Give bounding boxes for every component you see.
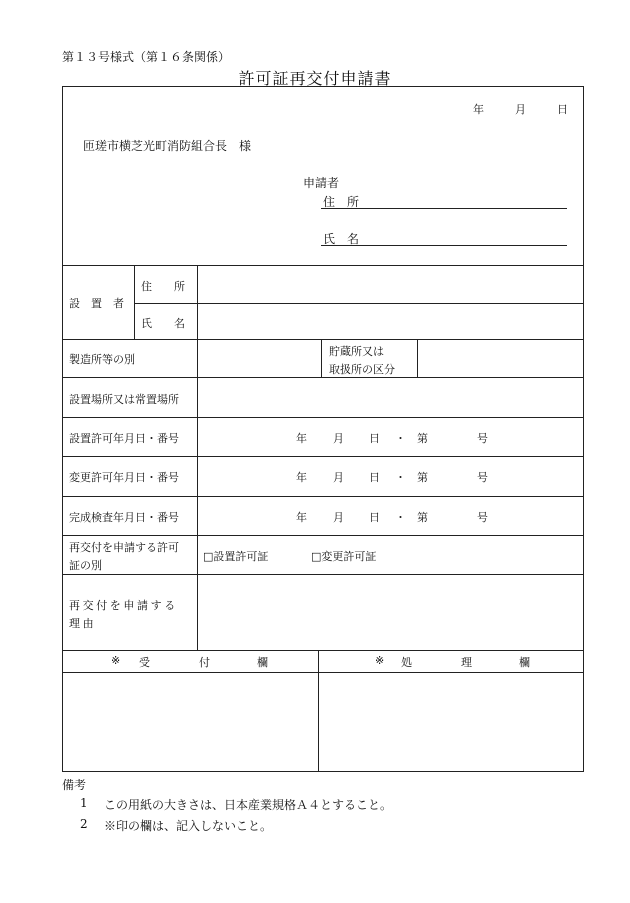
installer-name-label: 氏 名 [141, 317, 185, 330]
row-divider [63, 339, 583, 340]
row-divider [63, 535, 583, 536]
inspection-day: 日 [369, 511, 380, 524]
processing-char-2: 理 [461, 656, 472, 669]
facility-type-label: 製造所等の別 [69, 353, 135, 366]
reception-char-1: 受 [139, 656, 150, 669]
inspection-year: 年 [296, 511, 307, 524]
reissue-type-label-2: 証の別 [69, 559, 102, 572]
addressee: 匝瑳市横芝光町消防組合長 様 [83, 139, 252, 153]
change-permit-go: 号 [477, 471, 488, 484]
change-permit-year: 年 [296, 471, 307, 484]
change-permit-day: 日 [369, 471, 380, 484]
option-install-permit-checkbox[interactable]: □設置許可証 [203, 550, 269, 563]
facility-type-input[interactable] [199, 341, 319, 375]
reason-label-1: 再交付を申請する [69, 599, 178, 612]
date-month-label: 月 [515, 103, 526, 116]
note-number: 1 [80, 796, 88, 810]
form-title: 許可証再交付申請書 [238, 69, 392, 88]
reason-input[interactable] [199, 576, 581, 648]
install-permit-dai: 第 [417, 432, 428, 445]
form-frame [62, 86, 584, 772]
processing-mark: ※ [375, 654, 385, 667]
location-label: 設置場所又は常置場所 [69, 393, 179, 406]
row-divider [63, 496, 583, 497]
install-permit-year: 年 [296, 432, 307, 445]
column-divider [318, 650, 319, 772]
option-change-permit-checkbox[interactable]: □変更許可証 [311, 550, 377, 563]
applicant-name-field[interactable] [321, 245, 567, 246]
row-divider [63, 265, 583, 266]
row-divider [63, 377, 583, 378]
row-divider [63, 417, 583, 418]
notes-heading: 備考 [62, 778, 87, 792]
date-year-label: 年 [473, 103, 484, 116]
storage-class-label-2: 取扱所の区分 [329, 363, 395, 376]
storage-class-input[interactable] [419, 341, 581, 375]
applicant-name-label: 氏 名 [323, 232, 360, 246]
reception-mark: ※ [111, 654, 121, 667]
applicant-label: 申請者 [303, 176, 340, 190]
note-number: 2 [80, 817, 88, 831]
date-day-label: 日 [557, 103, 568, 116]
row-divider [134, 303, 583, 304]
row-divider [63, 456, 583, 457]
column-divider [321, 339, 322, 377]
inspection-month: 月 [333, 511, 344, 524]
inspection-go: 号 [477, 511, 488, 524]
column-divider [197, 265, 198, 650]
inspection-dot: ・ [395, 511, 406, 524]
change-permit-label: 変更許可年月日・番号 [69, 471, 179, 484]
installer-name-input[interactable] [199, 305, 581, 337]
installer-label: 設 置 者 [69, 297, 124, 310]
applicant-address-label: 住 所 [323, 195, 360, 209]
storage-class-label-1: 貯蔵所又は [329, 345, 384, 358]
change-permit-dot: ・ [395, 471, 406, 484]
location-input[interactable] [199, 379, 581, 415]
column-divider [417, 339, 418, 377]
install-permit-day: 日 [369, 432, 380, 445]
processing-char-3: 欄 [519, 656, 530, 669]
row-divider [63, 672, 583, 673]
install-permit-dot: ・ [395, 432, 406, 445]
inspection-label: 完成検査年月日・番号 [69, 511, 179, 524]
change-permit-month: 月 [333, 471, 344, 484]
row-divider [63, 650, 583, 651]
form-number: 第１３号様式（第１６条関係） [62, 50, 231, 64]
processing-char-1: 処 [401, 656, 412, 669]
install-permit-label: 設置許可年月日・番号 [69, 432, 179, 445]
installer-address-input[interactable] [199, 267, 581, 301]
installer-address-label: 住 所 [141, 280, 185, 293]
install-permit-month: 月 [333, 432, 344, 445]
reissue-type-label-1: 再交付を申請する許可 [69, 541, 179, 554]
reason-label-2: 理由 [69, 617, 97, 630]
applicant-address-field[interactable] [321, 208, 567, 209]
row-divider [63, 574, 583, 575]
reception-char-2: 付 [199, 656, 210, 669]
note-text: この用紙の大きさは、日本産業規格Ａ４とすること。 [104, 798, 393, 812]
note-text: ※印の欄は、記入しないこと。 [104, 819, 273, 833]
inspection-dai: 第 [417, 511, 428, 524]
column-divider [134, 265, 135, 339]
reception-char-3: 欄 [257, 656, 268, 669]
change-permit-dai: 第 [417, 471, 428, 484]
install-permit-go: 号 [477, 432, 488, 445]
